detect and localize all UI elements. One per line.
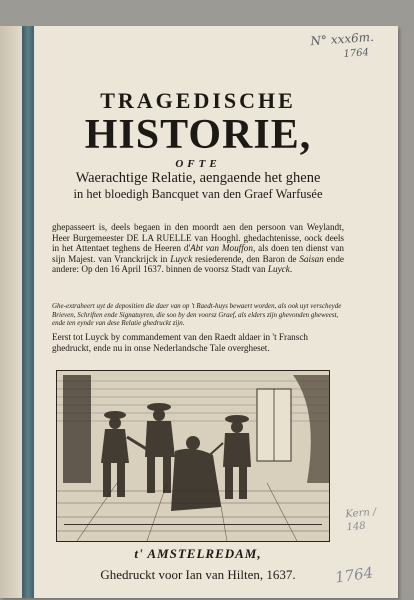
subtitle-line-2: in het bloedigh Bancquet van den Graef Warfusée xyxy=(73,187,323,201)
title-page xyxy=(0,26,398,598)
body-luyck-2: Luyck xyxy=(267,264,290,275)
divider xyxy=(64,524,322,525)
body-text-3: resiederende, den Baron de xyxy=(192,253,300,264)
engraving-illustration xyxy=(56,370,330,542)
manuscript-note-bottom: 1764 xyxy=(333,563,375,587)
title-line-3: OFTE xyxy=(175,158,221,170)
subtitle-line-1: Waerachtige Relatie, aengaende het ghene xyxy=(75,170,321,186)
body-text-1: ghepasseert is, deels begaen in den moordt aen den persoon van Weylandt, Heer Burgemeester DE LA RUELLE van Hooghl. ghedachtenisse, oock deels in het Attentaet teghens de Heeren d' xyxy=(52,222,344,254)
body-saisan: Saisan xyxy=(299,253,324,264)
title-line-1: TRAGEDISCHE xyxy=(100,88,296,113)
body-luyck-1: Luyck xyxy=(170,253,193,264)
body-abt: Abt van Mouffon xyxy=(190,243,253,254)
title-line-2: HISTORIE, xyxy=(84,112,312,158)
body-text-4: ende andere: Op den 16 April 1637. binnen de voorsz Stadt van xyxy=(52,253,344,275)
imprint-place: t' AMSTELREDAM, xyxy=(134,546,262,561)
translation-note: Eerst tot Luyck by commandement van den Raedt aldaer in 't Fransch ghedruckt, ende nu in onse Nederlandsche Tale overgheset. xyxy=(52,332,309,353)
binding-strip xyxy=(22,26,34,598)
manuscript-number: N° xxx6m. xyxy=(309,29,374,49)
imprint-printer: Ghedruckt voor Ian van Hilten, 1637. xyxy=(100,567,296,582)
manuscript-note-side: Kern / 148 xyxy=(345,506,377,534)
manuscript-note-top xyxy=(310,30,375,64)
body-paragraph: ghepasseert is, deels begaen in den moordt aen den persoon van Weylandt, Heer Burgemeester DE LA RUELLE van Hooghl. ghedachtenisse, oock deels in het Attentaet teghens de Heeren d'Abt van Mouffon, als doen ten dienst van sijn Majest. van Vranckrijck in Luyck resiederende, den Baron de Saisan ende andere: Op den 16 April 1637. binnen de voorsz Stadt van Luyck. xyxy=(52,222,344,275)
manuscript-year: 1764 xyxy=(342,47,369,60)
extract-note: Ghe-extraheert uyt de depositien die daer van op 't Raedt-huys bewaert worden, als ook uyt verscheyde Brieven, Schriften ende Signatuyren, die soo by den voorsz Graef, als elders zijn ghevonden gheweest, ende ten eynde van dese Relatie ghedruckt zijn. xyxy=(52,302,342,327)
subtitle xyxy=(52,170,344,202)
engraving-scene xyxy=(57,371,329,541)
body-text-2: , als doen ten dienst van sijn Majest. van Vranckrijck in xyxy=(52,243,344,264)
